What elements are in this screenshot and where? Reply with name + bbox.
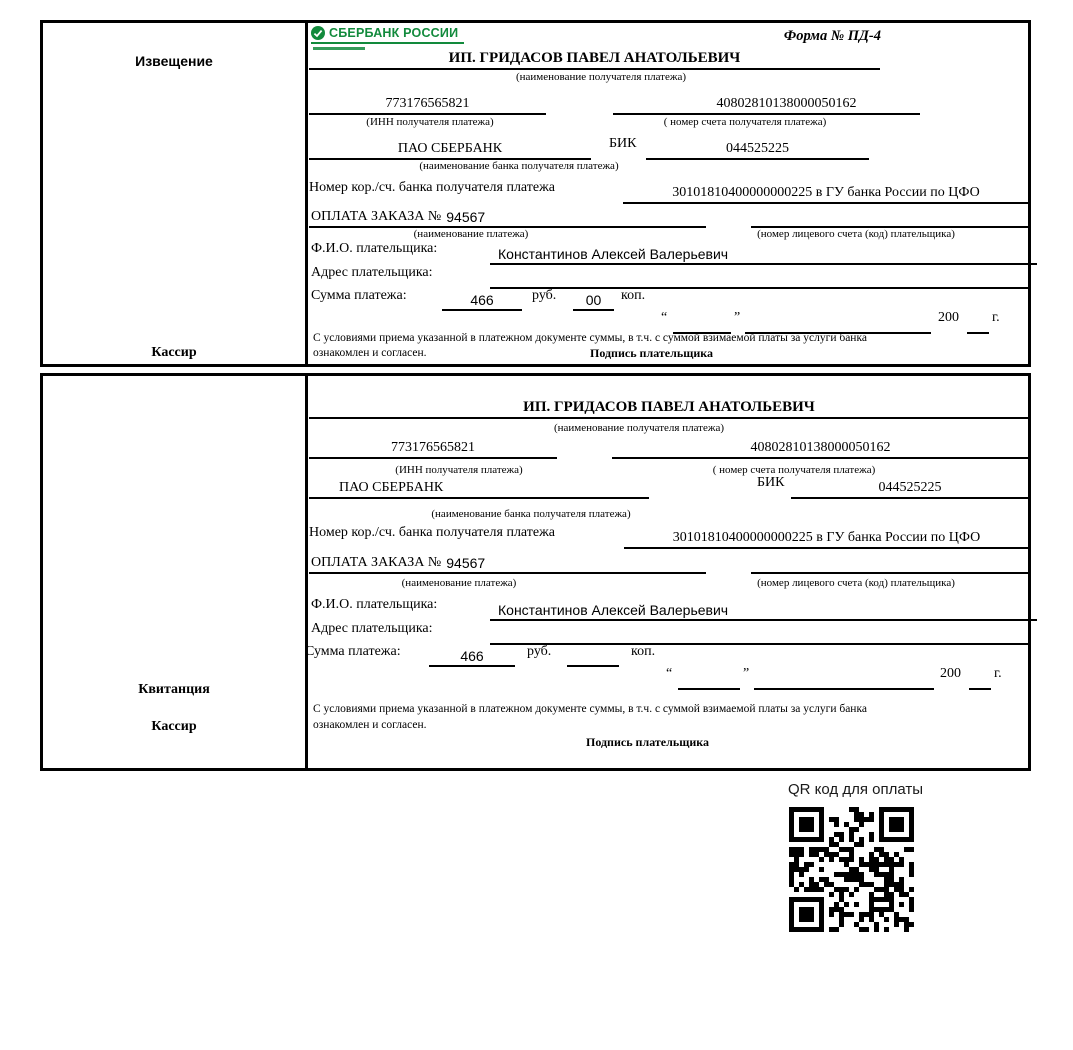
notice-content: [309, 23, 1028, 364]
receipt-inn-value: 773176565821: [391, 440, 475, 456]
receipt-inn-field: [309, 433, 557, 459]
sberbank-logo-text: СБЕРБАНК РОССИИ: [329, 26, 459, 40]
notice-signature-label: Подпись плательщика: [590, 346, 713, 360]
receipt-purpose-prefix: ОПЛАТА ЗАКАЗА №: [311, 555, 442, 571]
receipt-sum-label: Сумма платежа:: [305, 644, 401, 659]
sberbank-logo: [311, 26, 464, 44]
notice-payer-name-field: [490, 238, 1037, 265]
receipt-bik-value: 044525225: [878, 480, 942, 496]
sberbank-logo-icon: [311, 26, 325, 40]
receipt-payer-name-label: Ф.И.О. плательщика:: [311, 597, 438, 612]
receipt-sum-rub-field: [429, 641, 515, 667]
receipt-bank-name-field: [309, 473, 649, 499]
receipt-agreement-line1: С условиями приема указанной в платежном документе суммы, в т.ч. с суммой взимаемой платы за услуги банка: [313, 703, 867, 715]
receipt-personal-account-label: (номер лицевого счета (код) плательщика): [757, 577, 955, 589]
receipt-date-quote-close: ”: [743, 666, 750, 681]
receipt-recipient-name-label: (наименование получателя платежа): [553, 422, 725, 434]
notice-recipient-name-field: [309, 43, 880, 70]
notice-sum-label: Сумма платежа:: [311, 288, 407, 303]
notice-section: [40, 20, 1031, 367]
notice-sum-kop-field: [573, 285, 614, 311]
notice-account-label: ( номер счета получателя платежа): [663, 116, 827, 128]
receipt-cashier-label: Кассир: [151, 719, 197, 734]
notice-sum-rub-field: [442, 285, 522, 311]
receipt-payer-name-field: [490, 594, 1037, 621]
notice-bank-name-field: [309, 134, 591, 160]
notice-payment-name-label: (наименование платежа): [413, 228, 529, 240]
notice-inn-value: 773176565821: [385, 96, 470, 112]
receipt-payer-name-value: Константинов Алексей Валерьевич: [498, 602, 729, 619]
receipt-kop-label: коп.: [631, 644, 656, 659]
receipt-recipient-name-field: [309, 390, 1029, 419]
receipt-purpose-field: [309, 548, 706, 574]
receipt-content: [305, 376, 1028, 768]
notice-corr-value: 30101810400000000225 в ГУ банка России по ЦФО: [672, 185, 980, 201]
receipt-bik-label: БИК: [757, 475, 785, 490]
notice-year-suffix: г.: [992, 310, 1000, 325]
receipt-bank-name-value: ПАО СБЕРБАНК: [339, 480, 444, 496]
notice-payer-address-field: [490, 262, 1029, 289]
notice-personal-account-field: [751, 202, 1029, 228]
receipt-personal-account-field: [751, 548, 1029, 574]
notice-corr-label: Номер кор./сч. банка получателя платежа: [309, 180, 555, 195]
notice-date-month-field: [745, 307, 931, 334]
notice-purpose-prefix: ОПЛАТА ЗАКАЗА №: [311, 209, 442, 225]
notice-inn-field: [309, 89, 546, 115]
receipt-year-suffix: г.: [994, 666, 1002, 681]
notice-recipient-name-label: (наименование получателя платежа): [515, 71, 687, 83]
notice-payer-name-value: Константинов Алексей Валерьевич: [498, 246, 729, 263]
notice-payer-address-label: Адрес плательщика:: [311, 265, 433, 280]
notice-year-field: [967, 307, 989, 334]
receipt-inn-label: (ИНН получателя платежа): [395, 464, 523, 476]
receipt-order-number: 94567: [446, 555, 486, 572]
receipt-agreement-line2: ознакомлен и согласен.: [313, 719, 427, 731]
notice-bank-name-label: (наименование банка получателя платежа): [419, 160, 619, 172]
notice-date-quote-close: ”: [734, 310, 741, 325]
notice-section-title: Извещение: [135, 53, 213, 69]
form-number-label: Форма № ПД-4: [783, 28, 881, 44]
receipt-corr-label: Номер кор./сч. банка получателя платежа: [309, 525, 555, 540]
notice-sum-rub-value: 466: [470, 292, 494, 309]
receipt-year-prefix: 200: [940, 666, 961, 681]
receipt-date-day-field: [678, 663, 740, 690]
receipt-payer-address-label: Адрес плательщика:: [311, 621, 433, 636]
receipt-bank-name-label: (наименование банка получателя платежа): [431, 508, 631, 520]
receipt-corr-field: [624, 523, 1029, 549]
notice-year-prefix: 200: [938, 310, 959, 325]
notice-order-number: 94567: [446, 209, 486, 226]
notice-stub-divider: [305, 23, 308, 364]
notice-bik-field: [646, 134, 869, 160]
notice-account-field: [613, 89, 920, 115]
receipt-signature-label: Подпись плательщика: [586, 735, 709, 749]
receipt-sum-kop-field: [567, 641, 619, 667]
receipt-stub-divider: [305, 376, 308, 768]
notice-sum-kop-value: 00: [585, 292, 602, 309]
receipt-account-field: [612, 433, 1029, 459]
notice-personal-account-label: (номер лицевого счета (код) плательщика): [757, 228, 955, 240]
notice-bik-value: 044525225: [726, 141, 789, 157]
notice-bank-name-value: ПАО СБЕРБАНК: [397, 141, 503, 157]
receipt-date-month-field: [754, 663, 934, 690]
notice-corr-field: [623, 178, 1029, 204]
receipt-section: [40, 373, 1031, 771]
receipt-rub-label: руб.: [527, 644, 552, 659]
notice-date-day-field: [673, 307, 731, 334]
notice-inn-label: (ИНН получателя платежа): [366, 116, 494, 128]
notice-agreement-line1: С условиями приема указанной в платежном документе суммы, в т.ч. с суммой взимаемой платы за услуги банка: [313, 332, 867, 344]
notice-rub-label: руб.: [532, 288, 557, 303]
notice-cashier-label: Кассир: [151, 345, 197, 360]
qr-caption: QR код для оплаты: [788, 781, 924, 798]
receipt-account-value: 40802810138000050162: [750, 440, 891, 456]
qr-code: [789, 807, 915, 933]
receipt-stub: [43, 376, 305, 768]
notice-kop-label: коп.: [621, 288, 646, 303]
notice-account-value: 40802810138000050162: [716, 96, 857, 112]
receipt-date-quote-open: “: [666, 666, 673, 681]
notice-agreement-line2: ознакомлен и согласен.: [313, 347, 427, 359]
notice-recipient-name: ИП. ГРИДАСОВ ПАВЕЛ АНАТОЛЬЕВИЧ: [448, 50, 741, 67]
receipt-sum-rub-value: 466: [460, 648, 484, 665]
receipt-account-label: ( номер счета получателя платежа): [712, 464, 876, 476]
notice-payer-name-label: Ф.И.О. плательщика:: [311, 241, 438, 256]
notice-bik-label: БИК: [609, 136, 637, 151]
notice-stub: [43, 23, 305, 364]
receipt-corr-value: 30101810400000000225 в ГУ банка России по ЦФО: [672, 530, 981, 546]
notice-purpose-field: [309, 202, 706, 228]
receipt-section-title: Квитанция: [138, 682, 210, 697]
receipt-payment-name-label: (наименование платежа): [401, 577, 517, 589]
receipt-recipient-name: ИП. ГРИДАСОВ ПАВЕЛ АНАТОЛЬЕВИЧ: [523, 399, 815, 416]
receipt-year-field: [969, 663, 991, 690]
receipt-bik-field: [791, 473, 1029, 499]
notice-date-quote-open: “: [661, 310, 668, 325]
